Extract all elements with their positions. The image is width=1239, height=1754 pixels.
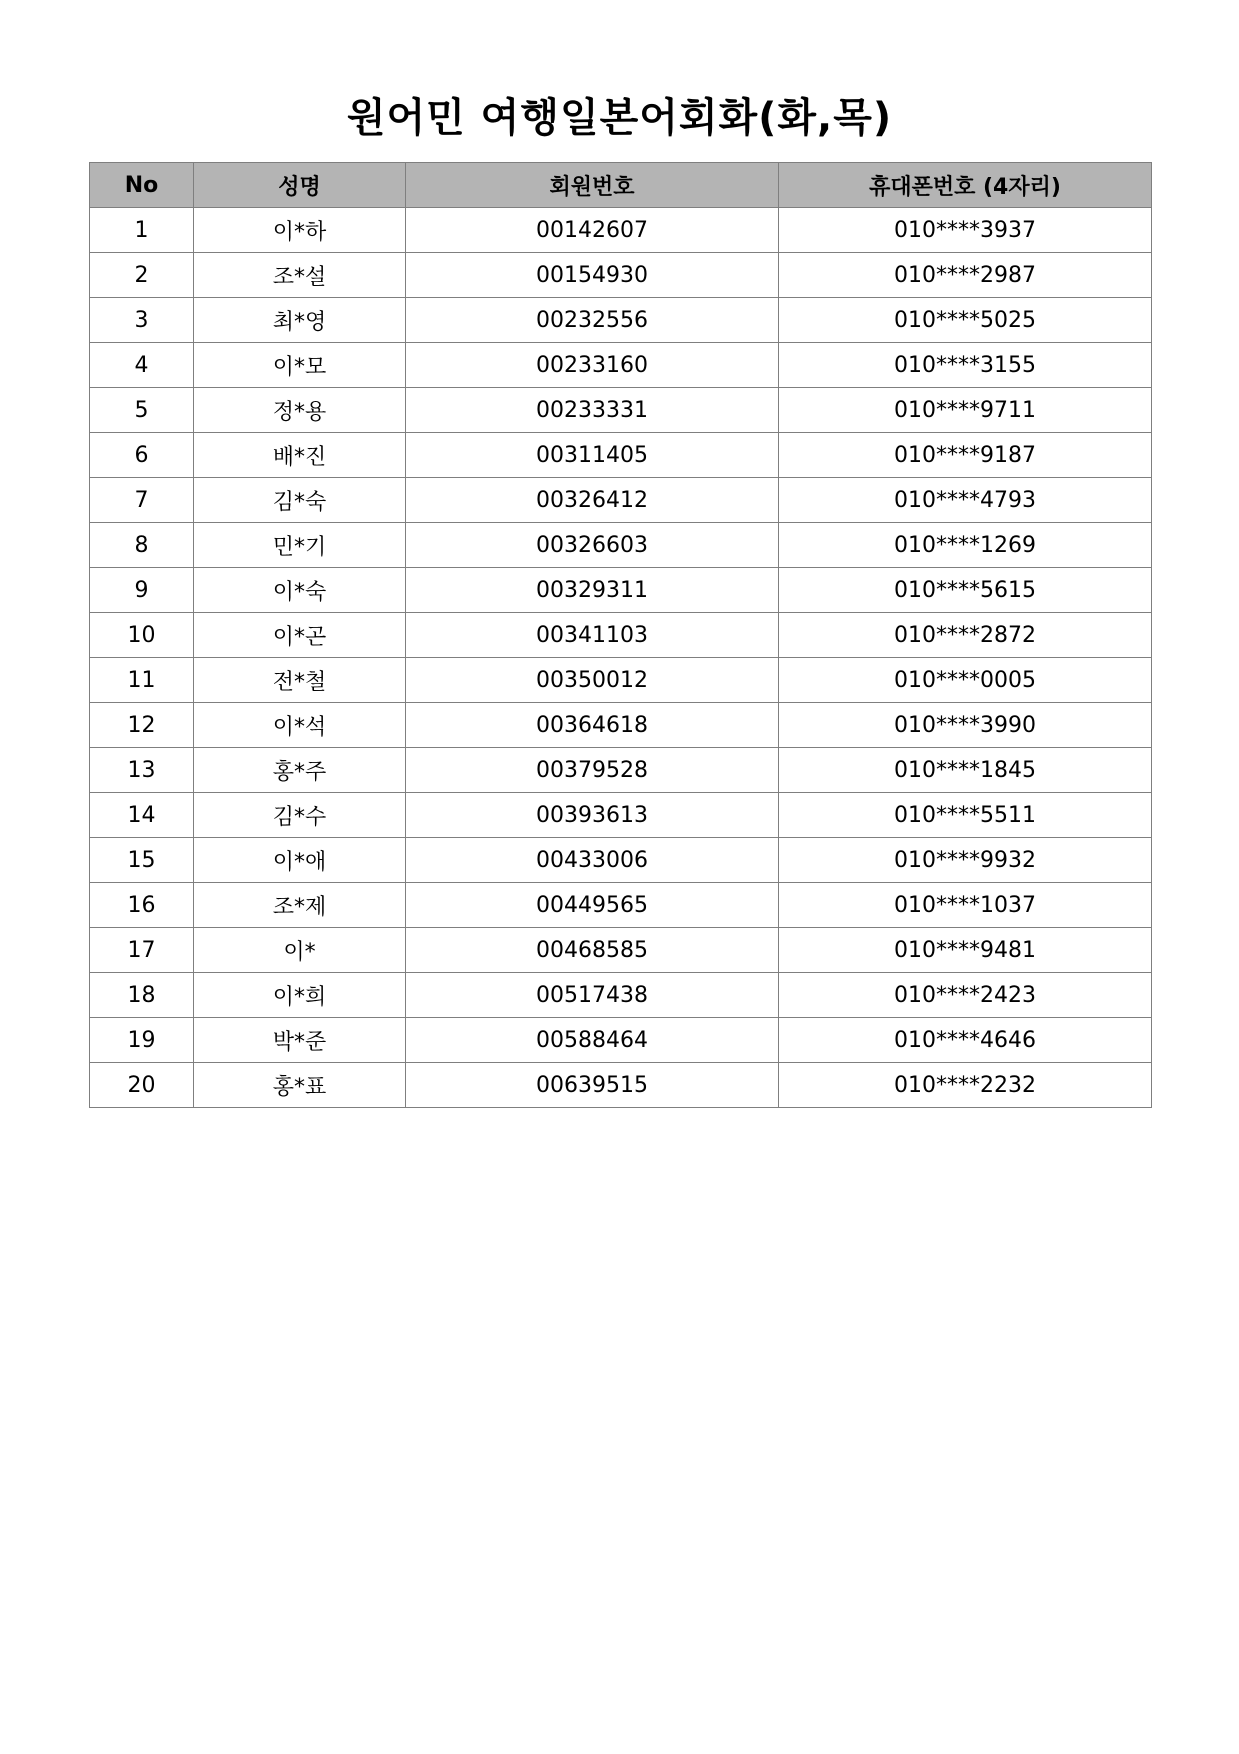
cell-no: 9 bbox=[90, 568, 194, 613]
cell-no: 12 bbox=[90, 703, 194, 748]
roster-table bbox=[89, 162, 1152, 1108]
cell-no: 17 bbox=[90, 928, 194, 973]
table-row bbox=[90, 253, 1152, 298]
cell-no: 1 bbox=[90, 208, 194, 253]
cell-member-no: 00468585 bbox=[406, 928, 779, 973]
cell-phone: 010****9187 bbox=[779, 433, 1152, 478]
header-phone: 휴대폰번호 (4자리) bbox=[779, 163, 1152, 208]
header-name: 성명 bbox=[194, 163, 406, 208]
table-row bbox=[90, 928, 1152, 973]
cell-phone: 010****5511 bbox=[779, 793, 1152, 838]
cell-name: 배*진 bbox=[194, 433, 406, 478]
table-row bbox=[90, 1018, 1152, 1063]
cell-member-no: 00232556 bbox=[406, 298, 779, 343]
cell-phone: 010****0005 bbox=[779, 658, 1152, 703]
cell-name: 이*모 bbox=[194, 343, 406, 388]
table-row bbox=[90, 973, 1152, 1018]
cell-phone: 010****3937 bbox=[779, 208, 1152, 253]
cell-name: 홍*표 bbox=[194, 1063, 406, 1108]
cell-member-no: 00350012 bbox=[406, 658, 779, 703]
cell-name: 이*희 bbox=[194, 973, 406, 1018]
cell-name: 이*애 bbox=[194, 838, 406, 883]
table-row bbox=[90, 208, 1152, 253]
cell-name: 최*영 bbox=[194, 298, 406, 343]
cell-name: 이*하 bbox=[194, 208, 406, 253]
cell-member-no: 00433006 bbox=[406, 838, 779, 883]
cell-phone: 010****5615 bbox=[779, 568, 1152, 613]
cell-phone: 010****3155 bbox=[779, 343, 1152, 388]
cell-name: 이*숙 bbox=[194, 568, 406, 613]
cell-member-no: 00449565 bbox=[406, 883, 779, 928]
cell-phone: 010****2872 bbox=[779, 613, 1152, 658]
table-body bbox=[90, 208, 1152, 1108]
cell-member-no: 00639515 bbox=[406, 1063, 779, 1108]
cell-name: 전*철 bbox=[194, 658, 406, 703]
cell-name: 이*석 bbox=[194, 703, 406, 748]
cell-name: 이* bbox=[194, 928, 406, 973]
cell-phone: 010****9932 bbox=[779, 838, 1152, 883]
table-row bbox=[90, 838, 1152, 883]
header-member-no: 회원번호 bbox=[406, 163, 779, 208]
cell-no: 4 bbox=[90, 343, 194, 388]
cell-phone: 010****1269 bbox=[779, 523, 1152, 568]
table-header bbox=[90, 163, 1152, 208]
cell-no: 14 bbox=[90, 793, 194, 838]
cell-name: 조*제 bbox=[194, 883, 406, 928]
cell-phone: 010****5025 bbox=[779, 298, 1152, 343]
cell-member-no: 00379528 bbox=[406, 748, 779, 793]
cell-no: 7 bbox=[90, 478, 194, 523]
cell-phone: 010****1845 bbox=[779, 748, 1152, 793]
cell-no: 13 bbox=[90, 748, 194, 793]
cell-name: 조*설 bbox=[194, 253, 406, 298]
cell-member-no: 00326603 bbox=[406, 523, 779, 568]
cell-no: 2 bbox=[90, 253, 194, 298]
cell-phone: 010****1037 bbox=[779, 883, 1152, 928]
cell-name: 홍*주 bbox=[194, 748, 406, 793]
cell-no: 5 bbox=[90, 388, 194, 433]
cell-member-no: 00393613 bbox=[406, 793, 779, 838]
cell-phone: 010****9481 bbox=[779, 928, 1152, 973]
cell-name: 정*용 bbox=[194, 388, 406, 433]
cell-member-no: 00517438 bbox=[406, 973, 779, 1018]
header-row bbox=[90, 163, 1152, 208]
cell-phone: 010****2423 bbox=[779, 973, 1152, 1018]
cell-phone: 010****2987 bbox=[779, 253, 1152, 298]
cell-member-no: 00142607 bbox=[406, 208, 779, 253]
table-row bbox=[90, 343, 1152, 388]
cell-name: 박*준 bbox=[194, 1018, 406, 1063]
header-no: No bbox=[90, 163, 194, 208]
cell-name: 김*숙 bbox=[194, 478, 406, 523]
cell-no: 15 bbox=[90, 838, 194, 883]
table-row bbox=[90, 388, 1152, 433]
cell-no: 20 bbox=[90, 1063, 194, 1108]
table-row bbox=[90, 523, 1152, 568]
cell-member-no: 00233160 bbox=[406, 343, 779, 388]
cell-member-no: 00329311 bbox=[406, 568, 779, 613]
cell-member-no: 00588464 bbox=[406, 1018, 779, 1063]
page-title: 원어민 여행일본어회화(화,목) bbox=[346, 95, 893, 141]
cell-member-no: 00233331 bbox=[406, 388, 779, 433]
cell-no: 11 bbox=[90, 658, 194, 703]
table-row bbox=[90, 1063, 1152, 1108]
cell-phone: 010****4646 bbox=[779, 1018, 1152, 1063]
cell-member-no: 00154930 bbox=[406, 253, 779, 298]
table-row bbox=[90, 298, 1152, 343]
table-row bbox=[90, 658, 1152, 703]
table-row bbox=[90, 883, 1152, 928]
cell-name: 이*곤 bbox=[194, 613, 406, 658]
table-row bbox=[90, 568, 1152, 613]
cell-phone: 010****9711 bbox=[779, 388, 1152, 433]
cell-phone: 010****3990 bbox=[779, 703, 1152, 748]
cell-name: 김*수 bbox=[194, 793, 406, 838]
table-row bbox=[90, 703, 1152, 748]
cell-no: 16 bbox=[90, 883, 194, 928]
cell-no: 3 bbox=[90, 298, 194, 343]
cell-member-no: 00326412 bbox=[406, 478, 779, 523]
cell-name: 민*기 bbox=[194, 523, 406, 568]
cell-member-no: 00364618 bbox=[406, 703, 779, 748]
table-row bbox=[90, 793, 1152, 838]
cell-no: 10 bbox=[90, 613, 194, 658]
cell-no: 6 bbox=[90, 433, 194, 478]
cell-no: 19 bbox=[90, 1018, 194, 1063]
cell-no: 8 bbox=[90, 523, 194, 568]
table-row bbox=[90, 433, 1152, 478]
cell-phone: 010****2232 bbox=[779, 1063, 1152, 1108]
cell-phone: 010****4793 bbox=[779, 478, 1152, 523]
table-row bbox=[90, 748, 1152, 793]
cell-member-no: 00311405 bbox=[406, 433, 779, 478]
cell-member-no: 00341103 bbox=[406, 613, 779, 658]
table-row bbox=[90, 613, 1152, 658]
table-row bbox=[90, 478, 1152, 523]
cell-no: 18 bbox=[90, 973, 194, 1018]
